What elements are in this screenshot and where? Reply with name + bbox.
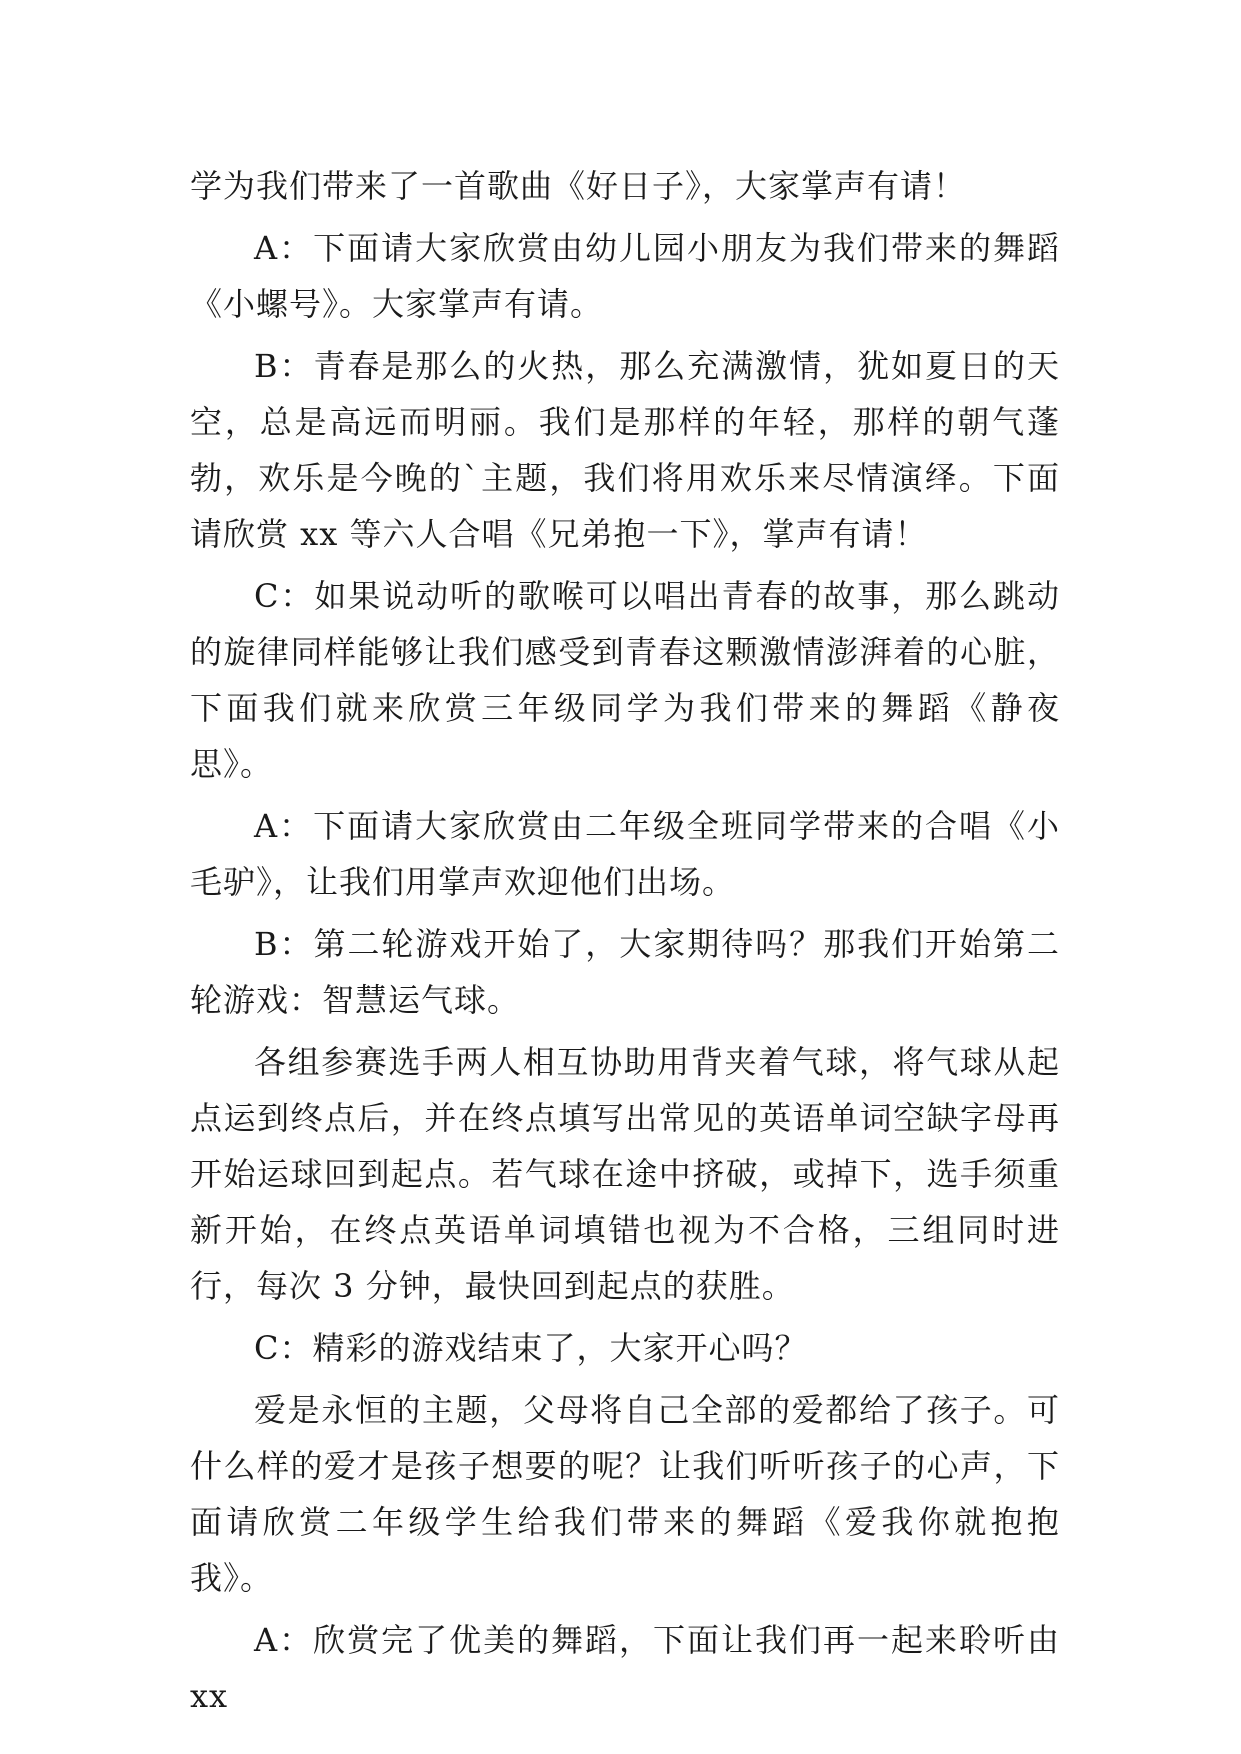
paragraph: B：第二轮游戏开始了，大家期待吗？那我们开始第二轮游戏：智慧运气球。 — [190, 925, 1060, 1019]
paragraph: 各组参赛选手两人相互协助用背夹着气球，将气球从起点运到终点后，并在终点填写出常见的英语单词空缺字母再开始运球回到起点。若气球在途中挤破，或掉下，选手须重新开始，在终点英语单词填错也视为不合格，三组同时进行，每次 3 分钟，最快回到起点的获胜。 — [190, 1043, 1060, 1305]
paragraph: 学为我们带来了一首歌曲《好日子》，大家掌声有请！ — [190, 167, 967, 205]
paragraph: A：下面请大家欣赏由二年级全班同学带来的合唱《小毛驴》，让我们用掌声欢迎他们出场。 — [190, 807, 1060, 901]
paragraph: A：下面请大家欣赏由幼儿园小朋友为我们带来的舞蹈《小螺号》。大家掌声有请。 — [190, 229, 1060, 323]
paragraph: B：青春是那么的火热，那么充满激情，犹如夏日的天空，总是高远而明丽。我们是那样的年轻，那样的朝气蓬勃，欢乐是今晚的`主题，我们将用欢乐来尽情演绎。下面请欣赏 xx 等六人合唱《兄弟抱一下》，掌声有请！ — [190, 347, 1060, 553]
paragraph: A：欣赏完了优美的舞蹈，下面让我们再一起来聆听由 xx — [190, 1621, 1060, 1715]
document-body — [190, 158, 1060, 1730]
paragraph: C：精彩的游戏结束了，大家开心吗？ — [254, 1329, 808, 1367]
paragraph: 爱是永恒的主题，父母将自己全部的爱都给了孩子。可什么样的爱才是孩子想要的呢？让我们听听孩子的心声，下面请欣赏二年级学生给我们带来的舞蹈《爱我你就抱抱我》。 — [190, 1391, 1060, 1597]
paragraph: C：如果说动听的歌喉可以唱出青春的故事，那么跳动的旋律同样能够让我们感受到青春这颗激情澎湃着的心脏，下面我们就来欣赏三年级同学为我们带来的舞蹈《静夜思》。 — [190, 577, 1060, 783]
